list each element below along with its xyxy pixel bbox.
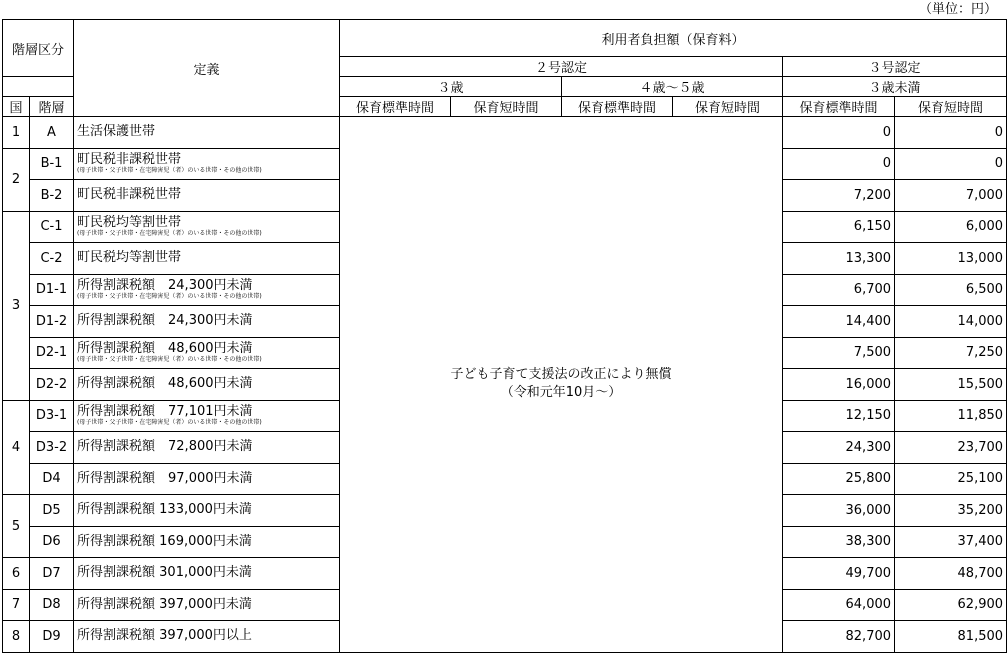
national-tier-cell: 7 bbox=[3, 589, 30, 621]
standard-hours-fee: 82,700 bbox=[783, 621, 895, 653]
standard-hours-fee: 36,000 bbox=[783, 495, 895, 527]
definition-text: 町民税均等割世帯 bbox=[77, 215, 182, 231]
short-hours-fee: 23,700 bbox=[895, 432, 1007, 464]
tier-category-header: 階層区分 bbox=[3, 20, 74, 77]
standard-hours-fee: 14,400 bbox=[783, 306, 895, 338]
tier-cell: B-1 bbox=[30, 148, 74, 180]
standard-hours-fee: 16,000 bbox=[783, 369, 895, 401]
tier-cell: D8 bbox=[30, 589, 74, 621]
definition-subnote: (母子世帯・父子世帯・在宅障害児（者）のいる世帯・その他の世帯) bbox=[77, 419, 262, 427]
tier-cell: D9 bbox=[30, 621, 74, 653]
tier-cell: D6 bbox=[30, 526, 74, 558]
definition-cell bbox=[74, 337, 340, 369]
standard-hours-fee: 38,300 bbox=[783, 526, 895, 558]
short-hours-fee: 15,500 bbox=[895, 369, 1007, 401]
short-hours-fee: 11,850 bbox=[895, 400, 1007, 432]
table-row bbox=[3, 117, 1007, 149]
tier-header: 階層 bbox=[30, 97, 74, 117]
cert2-header: ２号認定 bbox=[340, 57, 783, 77]
free-notice-text: 子ども子育て支援法の改正により無償 bbox=[450, 367, 672, 383]
short-hours-fee: 0 bbox=[895, 148, 1007, 180]
standard-hours-fee: 12,150 bbox=[783, 400, 895, 432]
tier-cell: C-1 bbox=[30, 211, 74, 243]
definition-subnote: (母子世帯・父子世帯・在宅障害児（者）のいる世帯・その他の世帯) bbox=[77, 167, 262, 175]
definition-cell bbox=[74, 463, 340, 495]
tier-cell: D4 bbox=[30, 463, 74, 495]
standard-hours-fee: 24,300 bbox=[783, 432, 895, 464]
short-hours-fee: 62,900 bbox=[895, 589, 1007, 621]
tier-cell: D2-1 bbox=[30, 337, 74, 369]
cert3-header: ３号認定 bbox=[783, 57, 1007, 77]
short-hours-fee: 14,000 bbox=[895, 306, 1007, 338]
definition-text: 所得割課税額 169,000円未満 bbox=[77, 533, 252, 549]
short-hours-fee: 7,250 bbox=[895, 337, 1007, 369]
definition-subnote: (母子世帯・父子世帯・在宅障害児（者）のいる世帯・その他の世帯) bbox=[77, 293, 262, 301]
short-hours-fee: 7,000 bbox=[895, 180, 1007, 212]
definition-text: 所得割課税額 72,800円未満 bbox=[77, 439, 253, 455]
definition-text: 所得割課税額 48,600円未満 bbox=[77, 376, 253, 392]
national-tier-cell: 8 bbox=[3, 621, 30, 653]
national-tier-cell: 4 bbox=[3, 400, 30, 495]
definition-cell bbox=[74, 211, 340, 243]
definition-cell bbox=[74, 432, 340, 464]
standard-hours-fee: 64,000 bbox=[783, 589, 895, 621]
standard-hours-fee: 0 bbox=[783, 148, 895, 180]
tier-cell: C-2 bbox=[30, 243, 74, 275]
tier-cell: D3-1 bbox=[30, 400, 74, 432]
tier-cell: A bbox=[30, 117, 74, 149]
definition-text: 所得割課税額 301,000円未満 bbox=[77, 565, 252, 581]
age3-header: ３歳 bbox=[340, 77, 562, 97]
short-hours-fee: 35,200 bbox=[895, 495, 1007, 527]
free-notice-period: （令和元年10月～） bbox=[500, 385, 622, 401]
tier-cell: B-2 bbox=[30, 180, 74, 212]
definition-cell bbox=[74, 558, 340, 590]
national-tier-cell: 1 bbox=[3, 117, 30, 149]
standard-hours-header: 保育標準時間 bbox=[562, 97, 673, 117]
short-hours-fee: 48,700 bbox=[895, 558, 1007, 590]
definition-text: 町民税均等割世帯 bbox=[77, 250, 182, 266]
national-tier-cell: 2 bbox=[3, 148, 30, 211]
tier-cell: D1-2 bbox=[30, 306, 74, 338]
definition-text: 所得割課税額 24,300円未満 bbox=[77, 313, 253, 329]
tier-cell: D2-2 bbox=[30, 369, 74, 401]
national-tier-cell: 3 bbox=[3, 211, 30, 400]
tier-cell: D3-2 bbox=[30, 432, 74, 464]
definition-subnote: (母子世帯・父子世帯・在宅障害児（者）のいる世帯・その他の世帯) bbox=[77, 356, 262, 364]
unit-note: （単位：円） bbox=[918, 2, 997, 17]
definition-cell bbox=[74, 621, 340, 653]
definition-cell bbox=[74, 495, 340, 527]
standard-hours-fee: 6,700 bbox=[783, 274, 895, 306]
definition-text: 所得割課税額 48,600円未満 bbox=[77, 341, 253, 357]
definition-text: 生活保護世帯 bbox=[77, 124, 156, 140]
definition-text: 所得割課税額 24,300円未満 bbox=[77, 278, 253, 294]
definition-cell bbox=[74, 243, 340, 275]
definition-cell bbox=[74, 117, 340, 149]
standard-hours-header: 保育標準時間 bbox=[340, 97, 451, 117]
short-hours-fee: 6,000 bbox=[895, 211, 1007, 243]
definition-cell bbox=[74, 589, 340, 621]
short-hours-fee: 37,400 bbox=[895, 526, 1007, 558]
definition-text: 所得割課税額 133,000円未満 bbox=[77, 502, 252, 518]
definition-text: 所得割課税額 397,000円以上 bbox=[77, 628, 252, 644]
tier-cell: D1-1 bbox=[30, 274, 74, 306]
national-tier-cell: 6 bbox=[3, 558, 30, 590]
definition-text: 町民税非課税世帯 bbox=[77, 187, 182, 203]
definition-cell bbox=[74, 180, 340, 212]
short-hours-header: 保育短時間 bbox=[451, 97, 562, 117]
national-header: 国 bbox=[3, 97, 30, 117]
short-hours-fee: 25,100 bbox=[895, 463, 1007, 495]
fee-group-header: 利用者負担額（保育料） bbox=[340, 20, 1007, 57]
definition-text: 所得割課税額 77,101円未満 bbox=[77, 404, 253, 420]
tier-cell: D5 bbox=[30, 495, 74, 527]
definition-text: 所得割課税額 397,000円未満 bbox=[77, 596, 252, 612]
definition-cell bbox=[74, 400, 340, 432]
short-hours-fee: 81,500 bbox=[895, 621, 1007, 653]
tier-cell: D7 bbox=[30, 558, 74, 590]
fee-table bbox=[2, 19, 1007, 653]
age45-header: ４歳～５歳 bbox=[562, 77, 783, 97]
standard-hours-fee: 7,200 bbox=[783, 180, 895, 212]
national-tier-cell: 5 bbox=[3, 495, 30, 558]
definition-text: 所得割課税額 97,000円未満 bbox=[77, 470, 253, 486]
short-hours-fee: 0 bbox=[895, 117, 1007, 149]
under3-header: ３歳未満 bbox=[783, 77, 1007, 97]
short-hours-fee: 13,000 bbox=[895, 243, 1007, 275]
definition-cell bbox=[74, 274, 340, 306]
standard-hours-fee: 25,800 bbox=[783, 463, 895, 495]
definition-header: 定義 bbox=[74, 20, 340, 117]
definition-cell bbox=[74, 526, 340, 558]
definition-subnote: (母子世帯・父子世帯・在宅障害児（者）のいる世帯・その他の世帯) bbox=[77, 230, 262, 238]
definition-cell bbox=[74, 306, 340, 338]
standard-hours-fee: 6,150 bbox=[783, 211, 895, 243]
free-notice-cell bbox=[340, 117, 783, 653]
standard-hours-header: 保育標準時間 bbox=[783, 97, 895, 117]
standard-hours-fee: 13,300 bbox=[783, 243, 895, 275]
short-hours-header: 保育短時間 bbox=[673, 97, 783, 117]
definition-text: 町民税非課税世帯 bbox=[77, 152, 182, 168]
standard-hours-fee: 7,500 bbox=[783, 337, 895, 369]
short-hours-header: 保育短時間 bbox=[895, 97, 1007, 117]
standard-hours-fee: 0 bbox=[783, 117, 895, 149]
short-hours-fee: 6,500 bbox=[895, 274, 1007, 306]
standard-hours-fee: 49,700 bbox=[783, 558, 895, 590]
definition-cell bbox=[74, 369, 340, 401]
definition-cell bbox=[74, 148, 340, 180]
